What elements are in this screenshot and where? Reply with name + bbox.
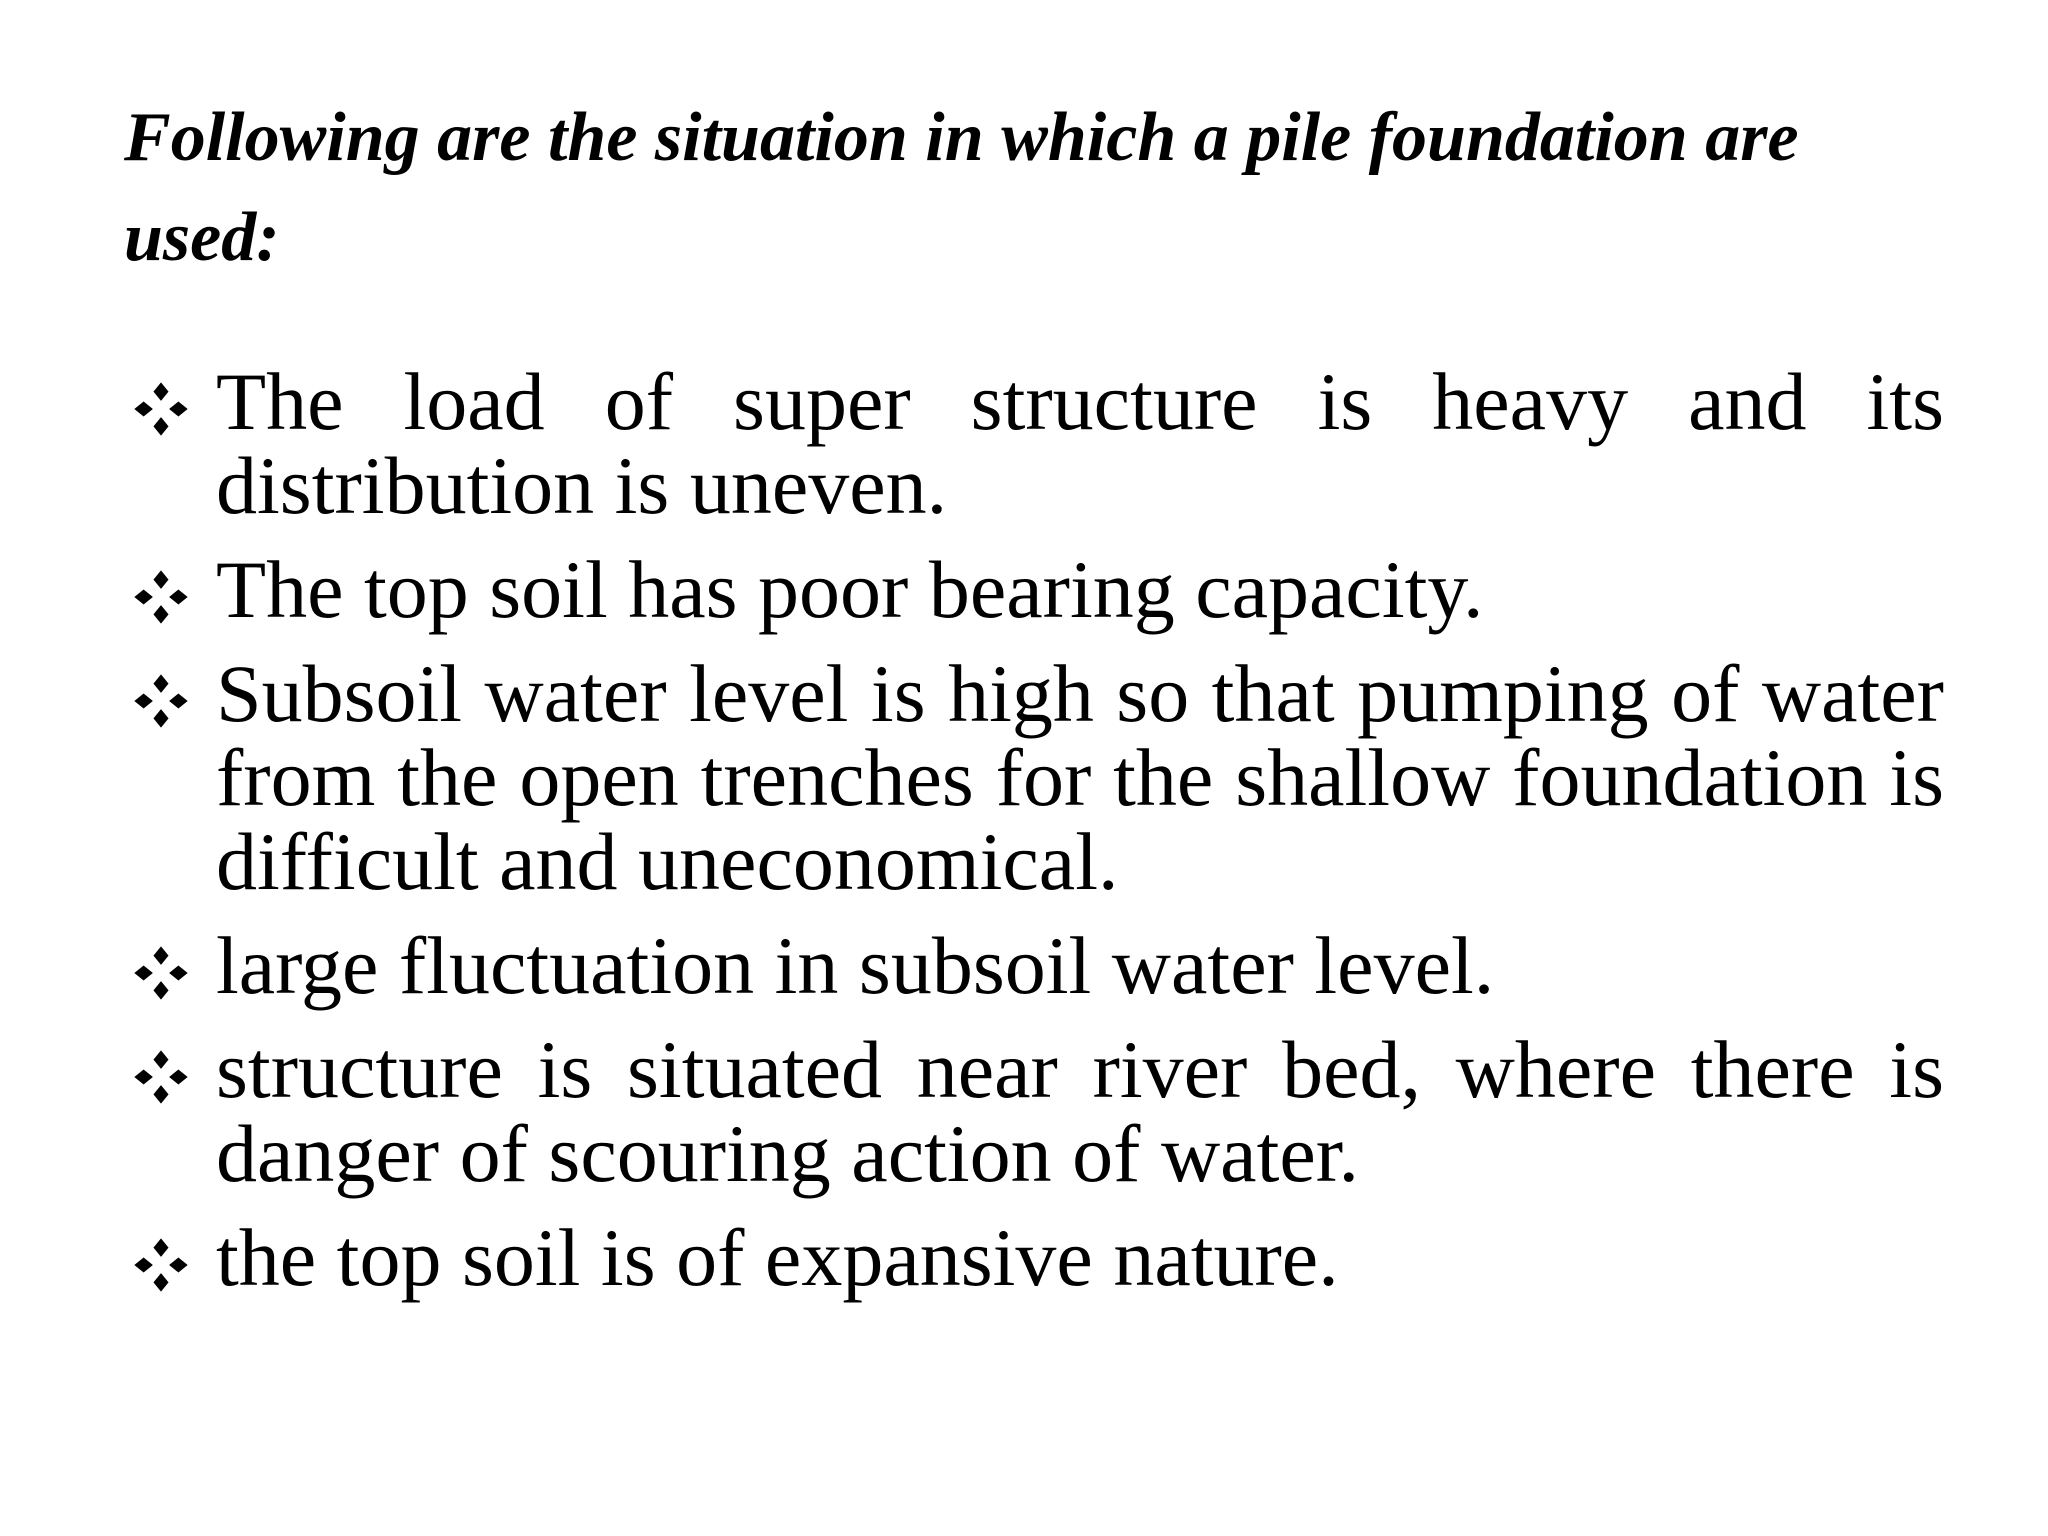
bullet-item [124,1212,1944,1303]
four-diamond-bullet-icon [132,380,190,438]
bullet-item [124,648,1944,907]
bullet-item [124,920,1944,1011]
four-diamond-bullet-icon [132,672,190,730]
bullet-item [124,544,1944,635]
bullet-text: the top soil is of expansive nature. [216,1212,1339,1303]
four-diamond-bullet-icon [132,1048,190,1106]
bullet-text: large fluctuation in subsoil water level. [216,920,1495,1011]
bullet-text: structure is situated near river bed, where there is danger of scouring action of water. [216,1024,1944,1199]
four-diamond-bullet-icon [132,1236,190,1294]
bullet-text: The load of super structure is heavy and its distribution is uneven. [216,356,1944,531]
bullet-list [124,356,1944,1320]
bullet-item [124,1024,1944,1199]
four-diamond-bullet-icon [132,568,190,626]
bullet-text: The top soil has poor bearing capacity. [216,544,1484,635]
slide-heading: Following are the situation in which a pile foundation are used: [124,99,1799,276]
bullet-item [124,356,1944,531]
four-diamond-bullet-icon [132,944,190,1002]
bullet-text: Subsoil water level is high so that pumping of water from the open trenches for the shallow foundation is difficult and uneconomical. [216,648,1944,907]
